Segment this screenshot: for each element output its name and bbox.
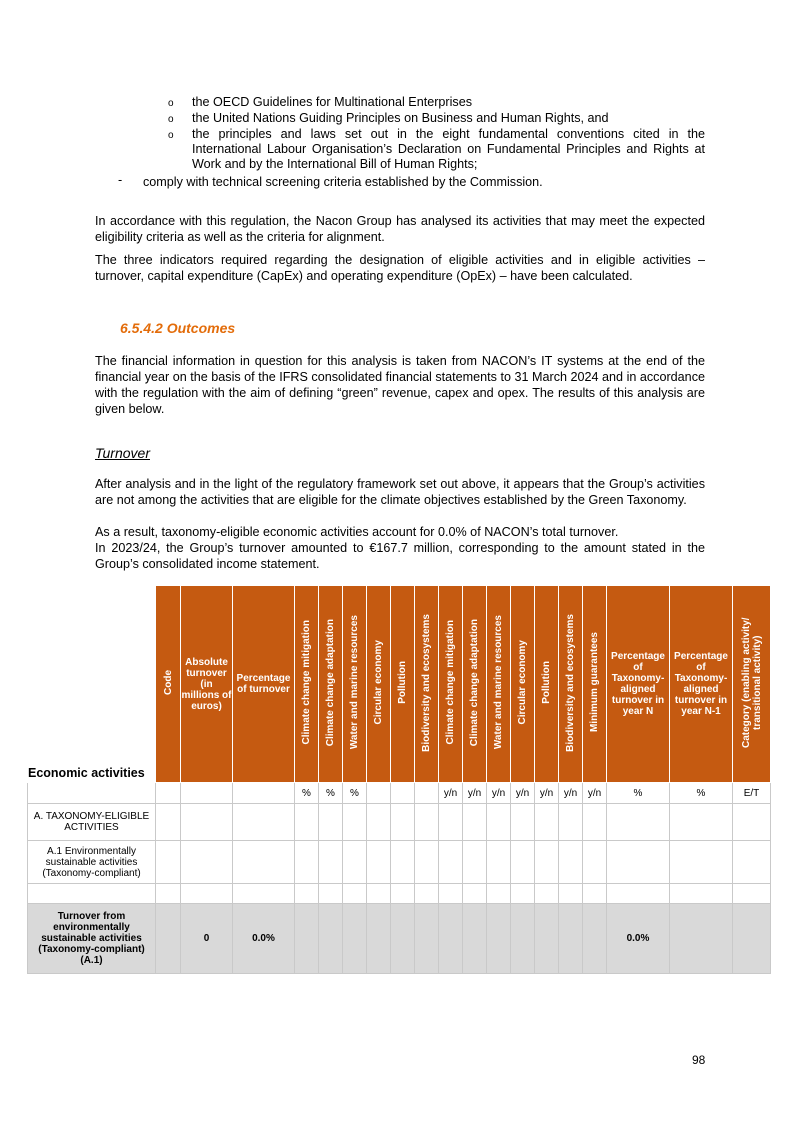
- header-absolute-turnover: Absolute turnover (in millions of euros): [181, 586, 233, 783]
- table-cell: %: [295, 783, 319, 804]
- turnover-heading: Turnover: [95, 445, 150, 461]
- header-aligned-year-n-1: Percentage of Taxonomy-aligned turnover in year N-1: [670, 586, 733, 783]
- paragraph-turnover-amount: In 2023/24, the Group’s turnover amounted to €167.7 million, corresponding to the amount stated in the Group’s consolidated income statement.: [95, 541, 705, 571]
- table-cell: %: [319, 783, 343, 804]
- row-label-environmentally-sustainable: A.1 Environmentally sustainable activities (Taxonomy-compliant): [28, 841, 156, 884]
- paragraph-analysis: After analysis and in the light of the regulatory framework set out above, it appears that the Group’s activities are not among the activities that are eligible for the climate objectives established by the Green Taxonomy.: [95, 477, 705, 507]
- bullet-marker: o: [168, 114, 174, 125]
- header-dnsh-circular-economy: Circular economy: [511, 586, 535, 783]
- header-economic-activities: Economic activities: [28, 586, 156, 783]
- table-cell: y/n: [463, 783, 487, 804]
- header-aligned-year-n: Percentage of Taxonomy-aligned turnover in year N: [607, 586, 670, 783]
- table-cell: y/n: [511, 783, 535, 804]
- table-row-eligible: [28, 804, 771, 841]
- header-dnsh-biodiversity: Biodiversity and ecosystems: [559, 586, 583, 783]
- table-cell: y/n: [535, 783, 559, 804]
- header-circular-economy: Circular economy: [367, 586, 391, 783]
- bullet-marker: o: [168, 98, 174, 109]
- table-row-units: [28, 783, 771, 804]
- table-cell: y/n: [583, 783, 607, 804]
- paragraph-financial-info: The financial information in question for this analysis is taken from NACON’s IT systems at the end of the financial year on the basis of the IFRS consolidated financial statements to 31 March 2024 and in accordance with the regulation with the aim of defining “green” revenue, capex and opex. The results of this analysis are given below.: [95, 354, 705, 416]
- bullet-item-ilo: the principles and laws set out in the eight fundamental conventions cited in the International Labour Organisation’s Declaration on Fundamental Principles and Rights at Work and by the International Bill of Human Rights;: [192, 127, 705, 171]
- total-absolute-turnover: 0: [181, 904, 233, 974]
- table-cell: [367, 783, 391, 804]
- total-aligned-year-n: 0.0%: [607, 904, 670, 974]
- table-cell: [181, 783, 233, 804]
- table-cell: y/n: [559, 783, 583, 804]
- table-cell: [28, 783, 156, 804]
- header-dnsh-pollution: Pollution: [535, 586, 559, 783]
- table-cell: [415, 783, 439, 804]
- row-label-total: Turnover from environmentally sustainable activities (Taxonomy-compliant) (A.1): [28, 904, 156, 974]
- header-code: Code: [156, 586, 181, 783]
- header-climate-adaptation: Climate change adaptation: [319, 586, 343, 783]
- header-dnsh-climate-mitigation: Climate change mitigation: [439, 586, 463, 783]
- table-row-total: [28, 904, 771, 974]
- table-row-environmentally-sustainable: [28, 841, 771, 884]
- table-cell: %: [670, 783, 733, 804]
- dash-item: comply with technical screening criteria established by the Commission.: [143, 175, 543, 189]
- table-cell: [233, 783, 295, 804]
- paragraph-indicators: The three indicators required regarding the designation of eligible activities and in eligible activities – turnover, capital expenditure (CapEx) and operating expenditure (OpEx) – have been calculated.: [95, 253, 705, 283]
- page-number: 98: [692, 1053, 706, 1067]
- row-label-eligible: A. TAXONOMY-ELIGIBLE ACTIVITIES: [28, 804, 156, 841]
- header-percentage-turnover: Percentage of turnover: [233, 586, 295, 783]
- table-row-empty: [28, 884, 771, 904]
- table-cell: E/T: [733, 783, 771, 804]
- bullet-marker: o: [168, 130, 174, 141]
- total-percentage-turnover: 0.0%: [233, 904, 295, 974]
- table-header-row: [28, 586, 771, 783]
- header-dnsh-water-marine: Water and marine resources: [487, 586, 511, 783]
- table-cell: y/n: [439, 783, 463, 804]
- taxonomy-table: [27, 585, 771, 974]
- bullet-item-oecd: the OECD Guidelines for Multinational Enterprises: [192, 95, 472, 109]
- table-cell: %: [343, 783, 367, 804]
- header-minimum-guarantees: Minimum guarantees: [583, 586, 607, 783]
- dash-marker: -: [118, 173, 123, 187]
- header-pollution: Pollution: [391, 586, 415, 783]
- header-climate-mitigation: Climate change mitigation: [295, 586, 319, 783]
- paragraph-regulation: In accordance with this regulation, the Nacon Group has analysed its activities that may meet the expected eligibility criteria as well as the criteria for alignment.: [95, 214, 705, 244]
- header-biodiversity: Biodiversity and ecosystems: [415, 586, 439, 783]
- bullet-item-un: the United Nations Guiding Principles on Business and Human Rights, and: [192, 111, 609, 125]
- header-water-marine: Water and marine resources: [343, 586, 367, 783]
- header-dnsh-climate-adaptation: Climate change adaptation: [463, 586, 487, 783]
- section-title: 6.5.4.2 Outcomes: [120, 320, 236, 336]
- table-cell: %: [607, 783, 670, 804]
- paragraph-eligible-share: As a result, taxonomy-eligible economic activities account for 0.0% of NACON’s total turnover.: [95, 525, 619, 539]
- table-cell: [156, 783, 181, 804]
- header-category: Category (enabling activity/ transitional activity): [733, 586, 771, 783]
- table-cell: y/n: [487, 783, 511, 804]
- table-cell: [391, 783, 415, 804]
